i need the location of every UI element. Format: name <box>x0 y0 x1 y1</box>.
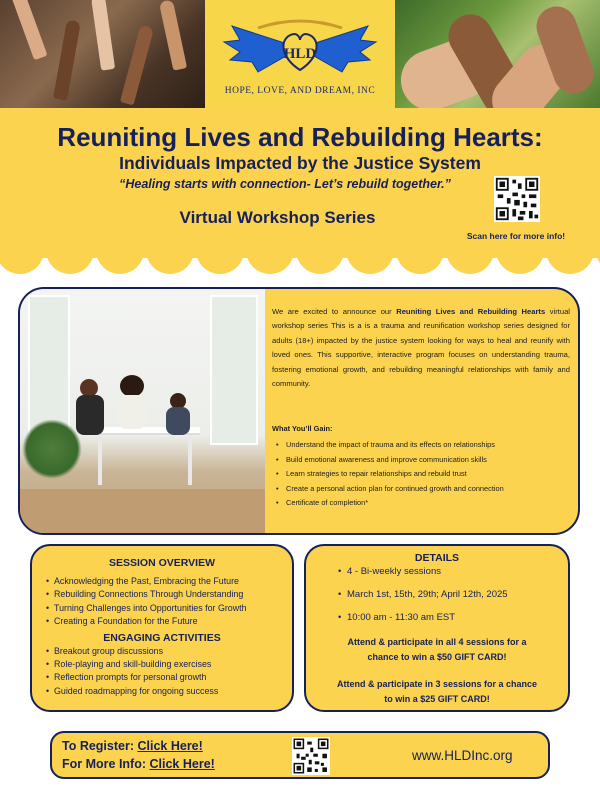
stacked-hands-photo <box>395 0 600 108</box>
promo-four-sessions: Attend & participate in all 4 sessions for a chance to win a $50 GIFT CARD! <box>347 637 527 662</box>
footer-qr-code-icon[interactable] <box>292 737 330 775</box>
header-strip <box>0 0 600 108</box>
winged-heart-logo-icon <box>218 18 382 76</box>
qr-code-icon[interactable] <box>494 176 540 222</box>
list-item: • Learn strategies to repair relationships and rebuild trust <box>276 467 572 482</box>
session-overview-title: SESSION OVERVIEW <box>109 557 215 569</box>
scan-caption: Scan here for more info! <box>466 231 566 241</box>
list-item: • Understand the impact of trauma and its effects on relationships <box>276 438 572 453</box>
list-item: • Reflection prompts for personal growth <box>46 671 292 684</box>
footer-bar <box>50 731 550 779</box>
list-item: • Create a personal action plan for continued growth and connection <box>276 482 572 497</box>
register-line <box>62 739 203 753</box>
session-overview-card <box>30 544 294 712</box>
list-item: • Build emotional awareness and improve communication skills <box>276 453 572 468</box>
activities-list <box>46 645 292 699</box>
logo-initials: HLD <box>283 46 317 62</box>
list-item: • March 1st, 15th, 29th; April 12th, 2025 <box>338 588 568 602</box>
details-title: DETAILS <box>414 552 460 564</box>
list-item: • 4 - Bi-weekly sessions <box>338 565 568 579</box>
register-label: To Register: <box>62 739 138 753</box>
page-title: Reuniting Lives and Rebuilding Hearts: <box>57 122 543 152</box>
hands-on-table-photo <box>0 0 205 108</box>
intro-paragraph <box>272 305 570 391</box>
info-line <box>62 757 215 771</box>
details-card <box>304 544 570 712</box>
intro-body: virtual workshop series This is a is a trauma and reunification workshop series designed for adults (18+) impacted by the justice system looking for ways to heal and reunify with loved ones. This supportive, interactive program focuses on understanding trauma, fostering emotional growth, and rebuilding meaningful relationships with family and community. <box>272 307 570 389</box>
scallop-border <box>0 248 600 274</box>
info-label: For More Info: <box>62 757 150 771</box>
org-name: HOPE, LOVE, AND DREAM, INC <box>224 86 376 96</box>
list-item: • Role-playing and skill-building exercises <box>46 658 292 671</box>
intro-card <box>18 287 580 535</box>
session-topic-list <box>46 575 292 629</box>
list-item: • Creating a Foundation for the Future <box>46 615 292 628</box>
gain-heading: What You’ll Gain: <box>272 424 333 433</box>
intro-lead: We are excited to announce our <box>272 307 397 316</box>
register-link[interactable]: Click Here! <box>137 739 203 753</box>
list-item: • Breakout group discussions <box>46 645 292 658</box>
list-item: • 10:00 am - 11:30 am EST <box>338 611 568 625</box>
list-item: • Acknowledging the Past, Embracing the Future <box>46 575 292 588</box>
more-info-link[interactable]: Click Here! <box>149 757 215 771</box>
program-name: Reuniting Lives and Rebuilding Hearts <box>396 307 546 316</box>
details-list <box>338 565 568 625</box>
promo-three-sessions: Attend & participate in 3 sessions for a chance to win a $25 GIFT CARD! <box>336 679 538 704</box>
list-item: • Guided roadmapping for ongoing success <box>46 685 292 698</box>
tagline: “Healing starts with connection- Let’s rebuild together.” <box>119 177 451 191</box>
series-heading: Virtual Workshop Series <box>179 208 376 227</box>
activities-title: ENGAGING ACTIVITIES <box>103 631 221 644</box>
list-item: • Turning Challenges into Opportunities for Growth <box>46 602 292 615</box>
gain-list <box>276 438 572 511</box>
list-item: • Certificate of completion* <box>276 496 572 511</box>
website-url[interactable]: www.HLDInc.org <box>412 748 513 763</box>
page-subtitle: Individuals Impacted by the Justice System <box>119 153 481 173</box>
family-at-table-photo <box>20 289 265 533</box>
list-item: • Rebuilding Connections Through Understanding <box>46 588 292 601</box>
logo <box>205 0 395 108</box>
